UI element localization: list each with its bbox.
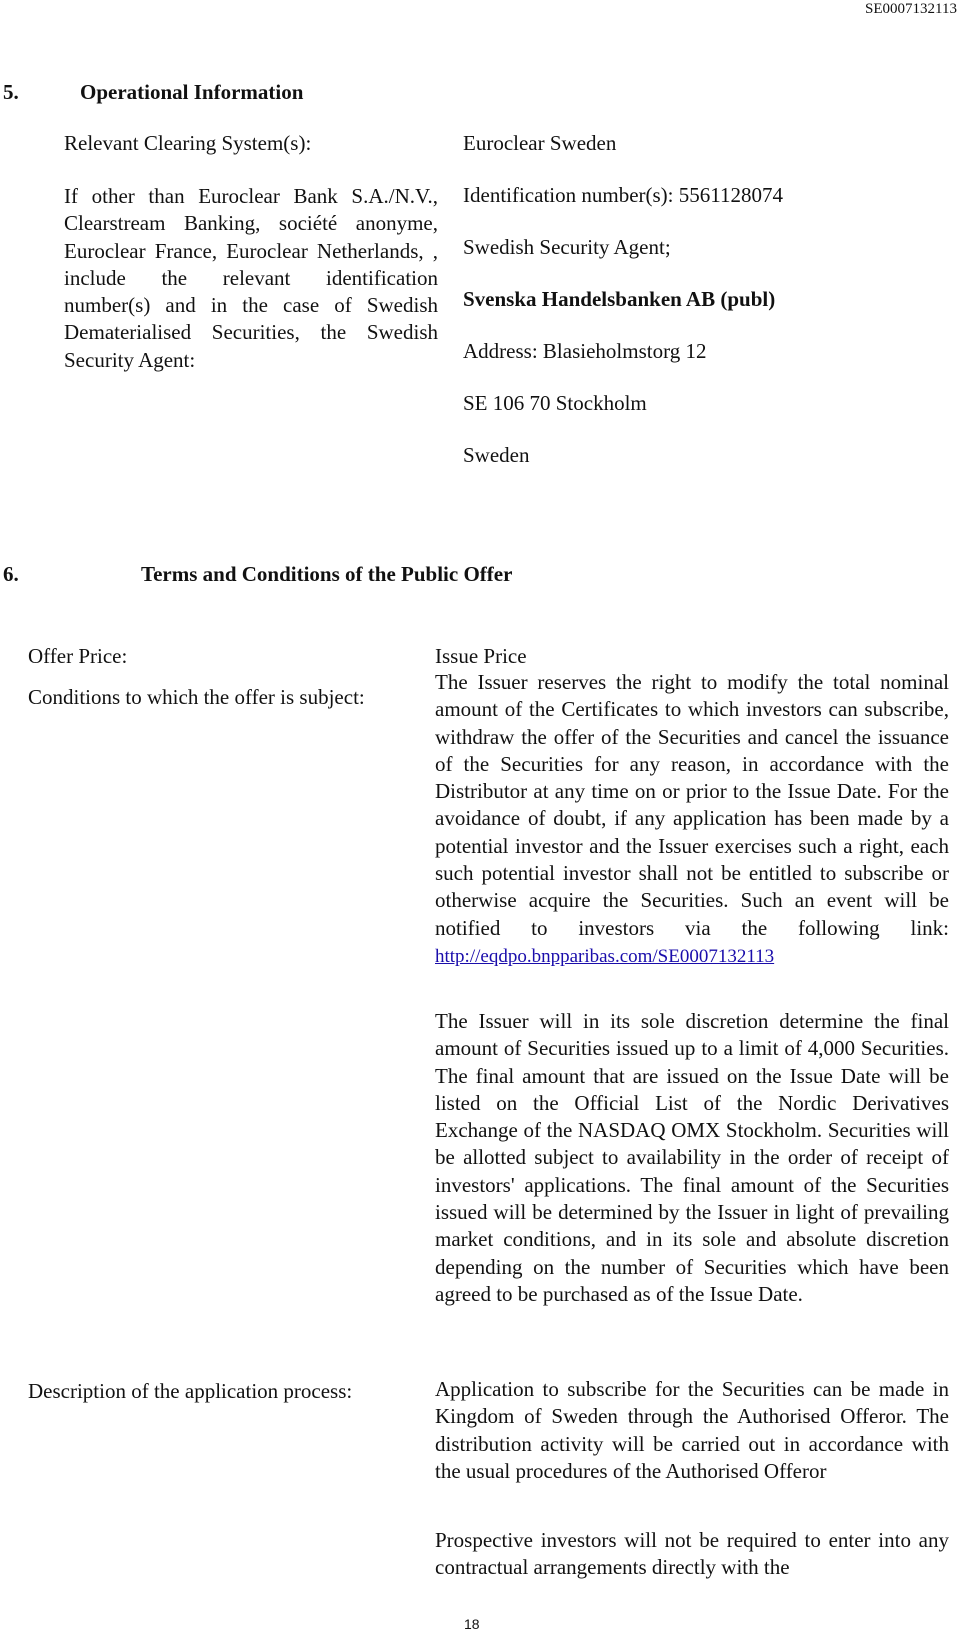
final-amount-text: The Issuer will in its sole discretion determine the final amount of Securities issued up to a limit of 4,000 Securities. The final amount that are issued on the Issue Date will be listed on the Official List of the Nordic Derivatives Exchange of the NASDAQ OMX Stockholm. Securities will be allotted subject to availability in the order of receipt of investors' applications. The final amount of the Securities issued will be determined by the Issuer in light of prevailing market conditions, and in its sole and absolute discretion depending on the number of Securities which have been agreed to be purchased as of the Issue Date.	[435, 1009, 949, 1306]
application-process-text: Application to subscribe for the Securities can be made in Kingdom of Sweden through the Authorised Offeror. The distribution activity will be carried out in accordance with the usual procedures of the Authorised Offeror	[435, 1377, 949, 1483]
conditions-paragraph: The Issuer reserves the right to modify the total nominal amount of the Certificates to which investors can subscribe, withdraw the offer of the Securities and cancel the issuance of the Securities for any reason, in accordance with the Distributor at any time on or prior to the Issue Date. For the avoidance of doubt, if any application has been made by a potential investor and the Issuer exercises such a right, each such potential investor shall not be entitled to subscribe or otherwise acquire the Securities. Such an event will be notified to investors via the following link:	[435, 670, 949, 940]
identification-number: Identification number(s): 5561128074	[463, 183, 783, 207]
section-5-title: Operational Information	[80, 80, 304, 104]
section-6-number: 6.	[3, 562, 19, 586]
security-agent-label: Swedish Security Agent;	[463, 235, 671, 259]
document-id: SE0007132113	[865, 1, 957, 17]
conditions-link[interactable]: http://eqdpo.bnpparibas.com/SE0007132113	[435, 945, 775, 967]
other-clearing-label: If other than Euroclear Bank S.A./N.V., Clearstream Banking, société anonyme, Euroclear France, Euroclear Netherlands, , include the relevant identification number(s) and in the case of Swedish Dematerialised Securities, the Swedish Security Agent:	[64, 184, 438, 372]
offer-price-value: Issue Price	[435, 644, 527, 668]
security-agent-name: Svenska Handelsbanken AB (publ)	[463, 287, 776, 311]
agent-city: SE 106 70 Stockholm	[463, 391, 647, 415]
conditions-label: Conditions to which the offer is subject:	[28, 685, 365, 709]
offer-price-label: Offer Price:	[28, 644, 128, 668]
application-process-label: Description of the application process:	[28, 1379, 353, 1403]
section-6-title: Terms and Conditions of the Public Offer	[141, 562, 513, 586]
clearing-system-value: Euroclear Sweden	[463, 131, 617, 155]
section-5-number: 5.	[3, 80, 19, 104]
page-number: 18	[464, 1616, 480, 1632]
clearing-system-label: Relevant Clearing System(s):	[64, 131, 312, 155]
agent-address: Address: Blasieholmstorg 12	[463, 339, 707, 363]
conditions-text	[435, 669, 949, 970]
agent-country: Sweden	[463, 443, 530, 467]
prospective-investors-text: Prospective investors will not be required to enter into any contractual arrangements directly with the	[435, 1528, 949, 1580]
